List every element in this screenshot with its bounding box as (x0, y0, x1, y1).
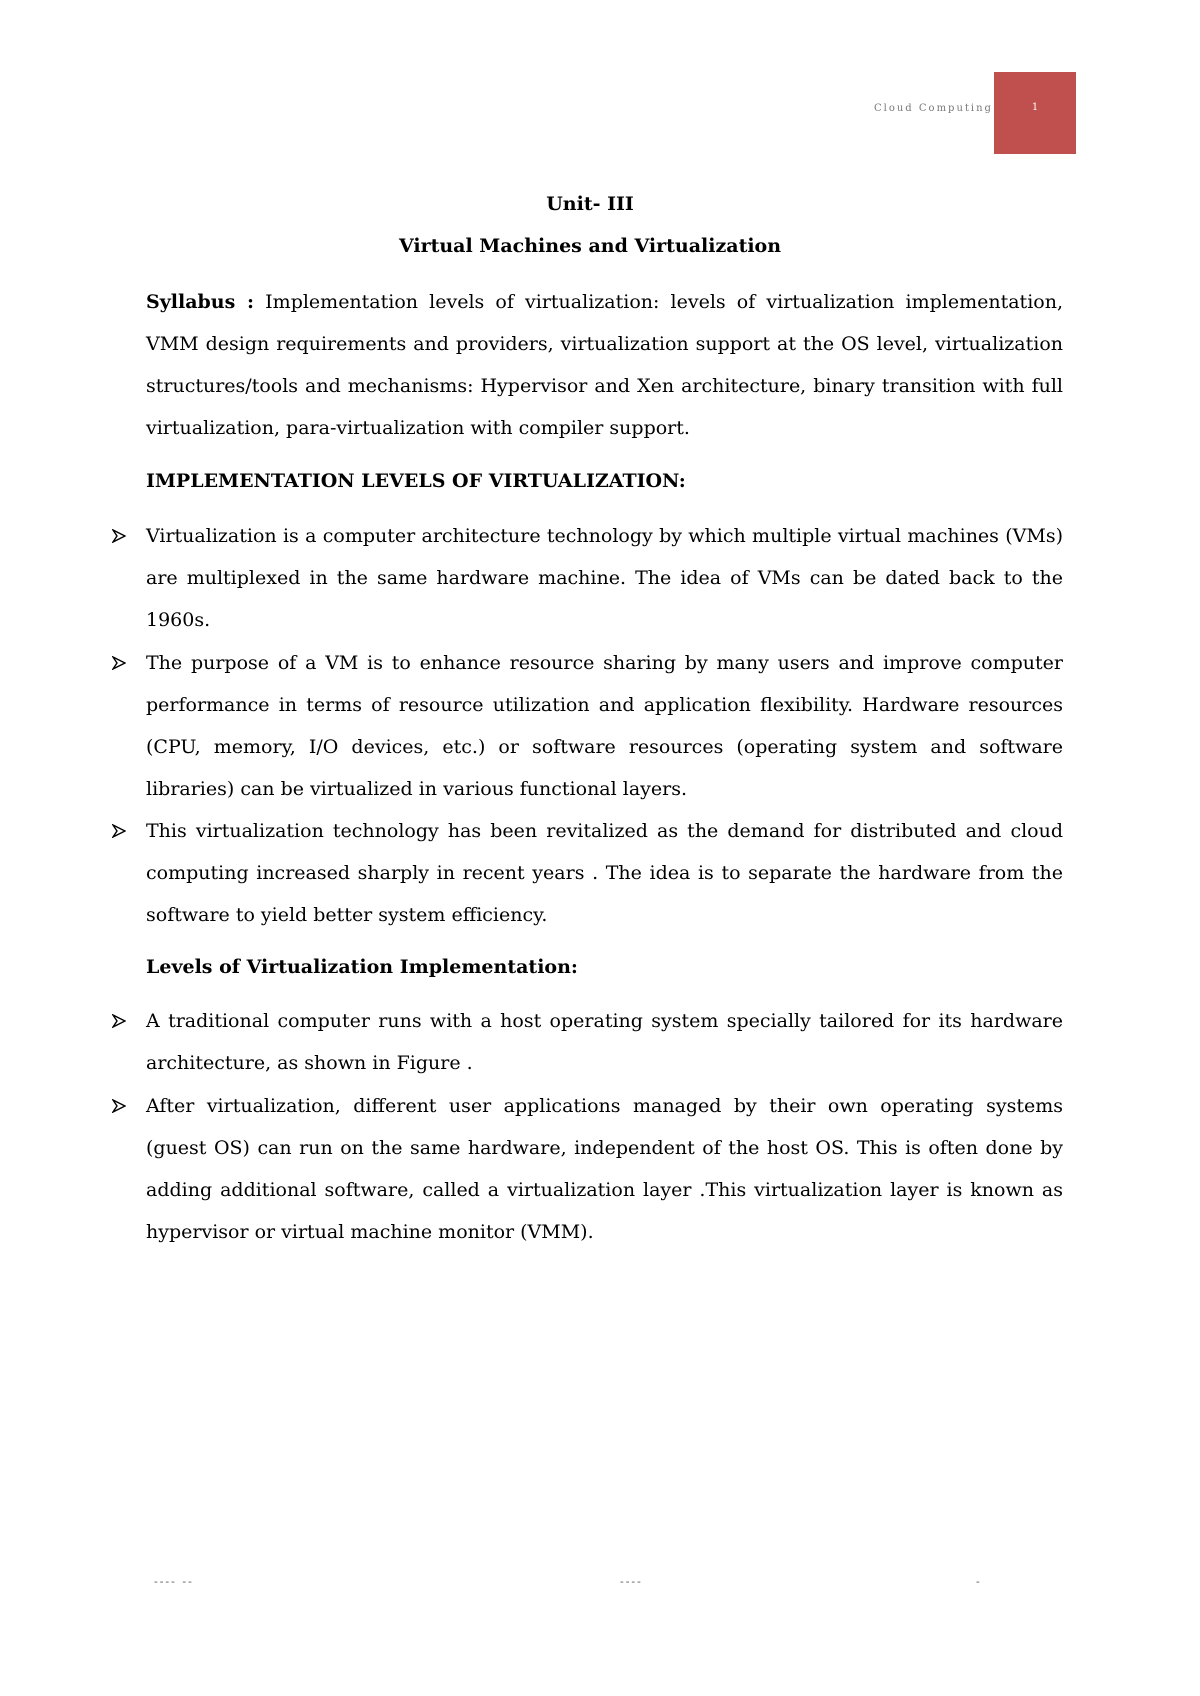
bullet-text: After virtualization, different user applications managed by their own operating systems (guest OS) can run on the same hardware, independent of the host OS. This is often done by adding additional software, called a virtualization layer .This virtualization layer is known as hypervisor or virtual machine monitor (VMM). (146, 1095, 1063, 1243)
list-item (112, 1000, 1063, 1084)
page-number-badge (994, 72, 1076, 154)
bullet-text: Virtualization is a computer architecture technology by which multiple virtual machines (VMs) are multiplexed in the same hardware machine. The idea of VMs can be dated back to the 1960s. (146, 525, 1063, 631)
syllabus-label: Syllabus : (146, 291, 255, 313)
arrow-bullet-icon (112, 515, 146, 543)
arrow-bullet-icon (112, 1085, 146, 1113)
arrow-bullet-icon (112, 1000, 146, 1028)
running-header: Cloud Computing (874, 103, 993, 114)
arrow-bullet-icon (112, 810, 146, 838)
footer-left: ---- -- (154, 1575, 194, 1588)
section-heading-levels-implementation: Levels of Virtualization Implementation: (146, 956, 578, 978)
bullet-text: A traditional computer runs with a host operating system specially tailored for its hardware architecture, as shown in Figure . (146, 1010, 1063, 1074)
bullet-text: This virtualization technology has been revitalized as the demand for distributed and cloud computing increased sharply in recent years . The idea is to separate the hardware from the software to yield better system efficiency. (146, 820, 1063, 926)
syllabus-text: Implementation levels of virtualization: levels of virtualization implementation, VMM design requirements and providers, virtualization support at the OS level, virtualization structures/tools and mechanisms: Hypervisor and Xen architecture, binary transition with full virtualization, para-virtualization with compiler support. (146, 291, 1063, 439)
footer-center: ---- (620, 1575, 643, 1588)
section-heading-implementation-levels: IMPLEMENTATION LEVELS OF VIRTUALIZATION: (146, 470, 686, 492)
footer-right: - (976, 1575, 982, 1588)
list-item (112, 1085, 1063, 1253)
unit-title: Unit- III (546, 193, 634, 215)
page-number: 1 (1031, 102, 1039, 113)
arrow-bullet-icon (112, 642, 146, 670)
bullet-text: The purpose of a VM is to enhance resource sharing by many users and improve computer performance in terms of resource utilization and application flexibility. Hardware resources (CPU, memory, I/O devices, etc.) or software resources (operating system and software libraries) can be virtualized in various functional layers. (146, 652, 1063, 800)
list-item (112, 642, 1063, 810)
list-item (112, 515, 1063, 641)
syllabus-paragraph (146, 281, 1063, 449)
list-item (112, 810, 1063, 936)
chapter-title: Virtual Machines and Virtualization (398, 235, 782, 257)
